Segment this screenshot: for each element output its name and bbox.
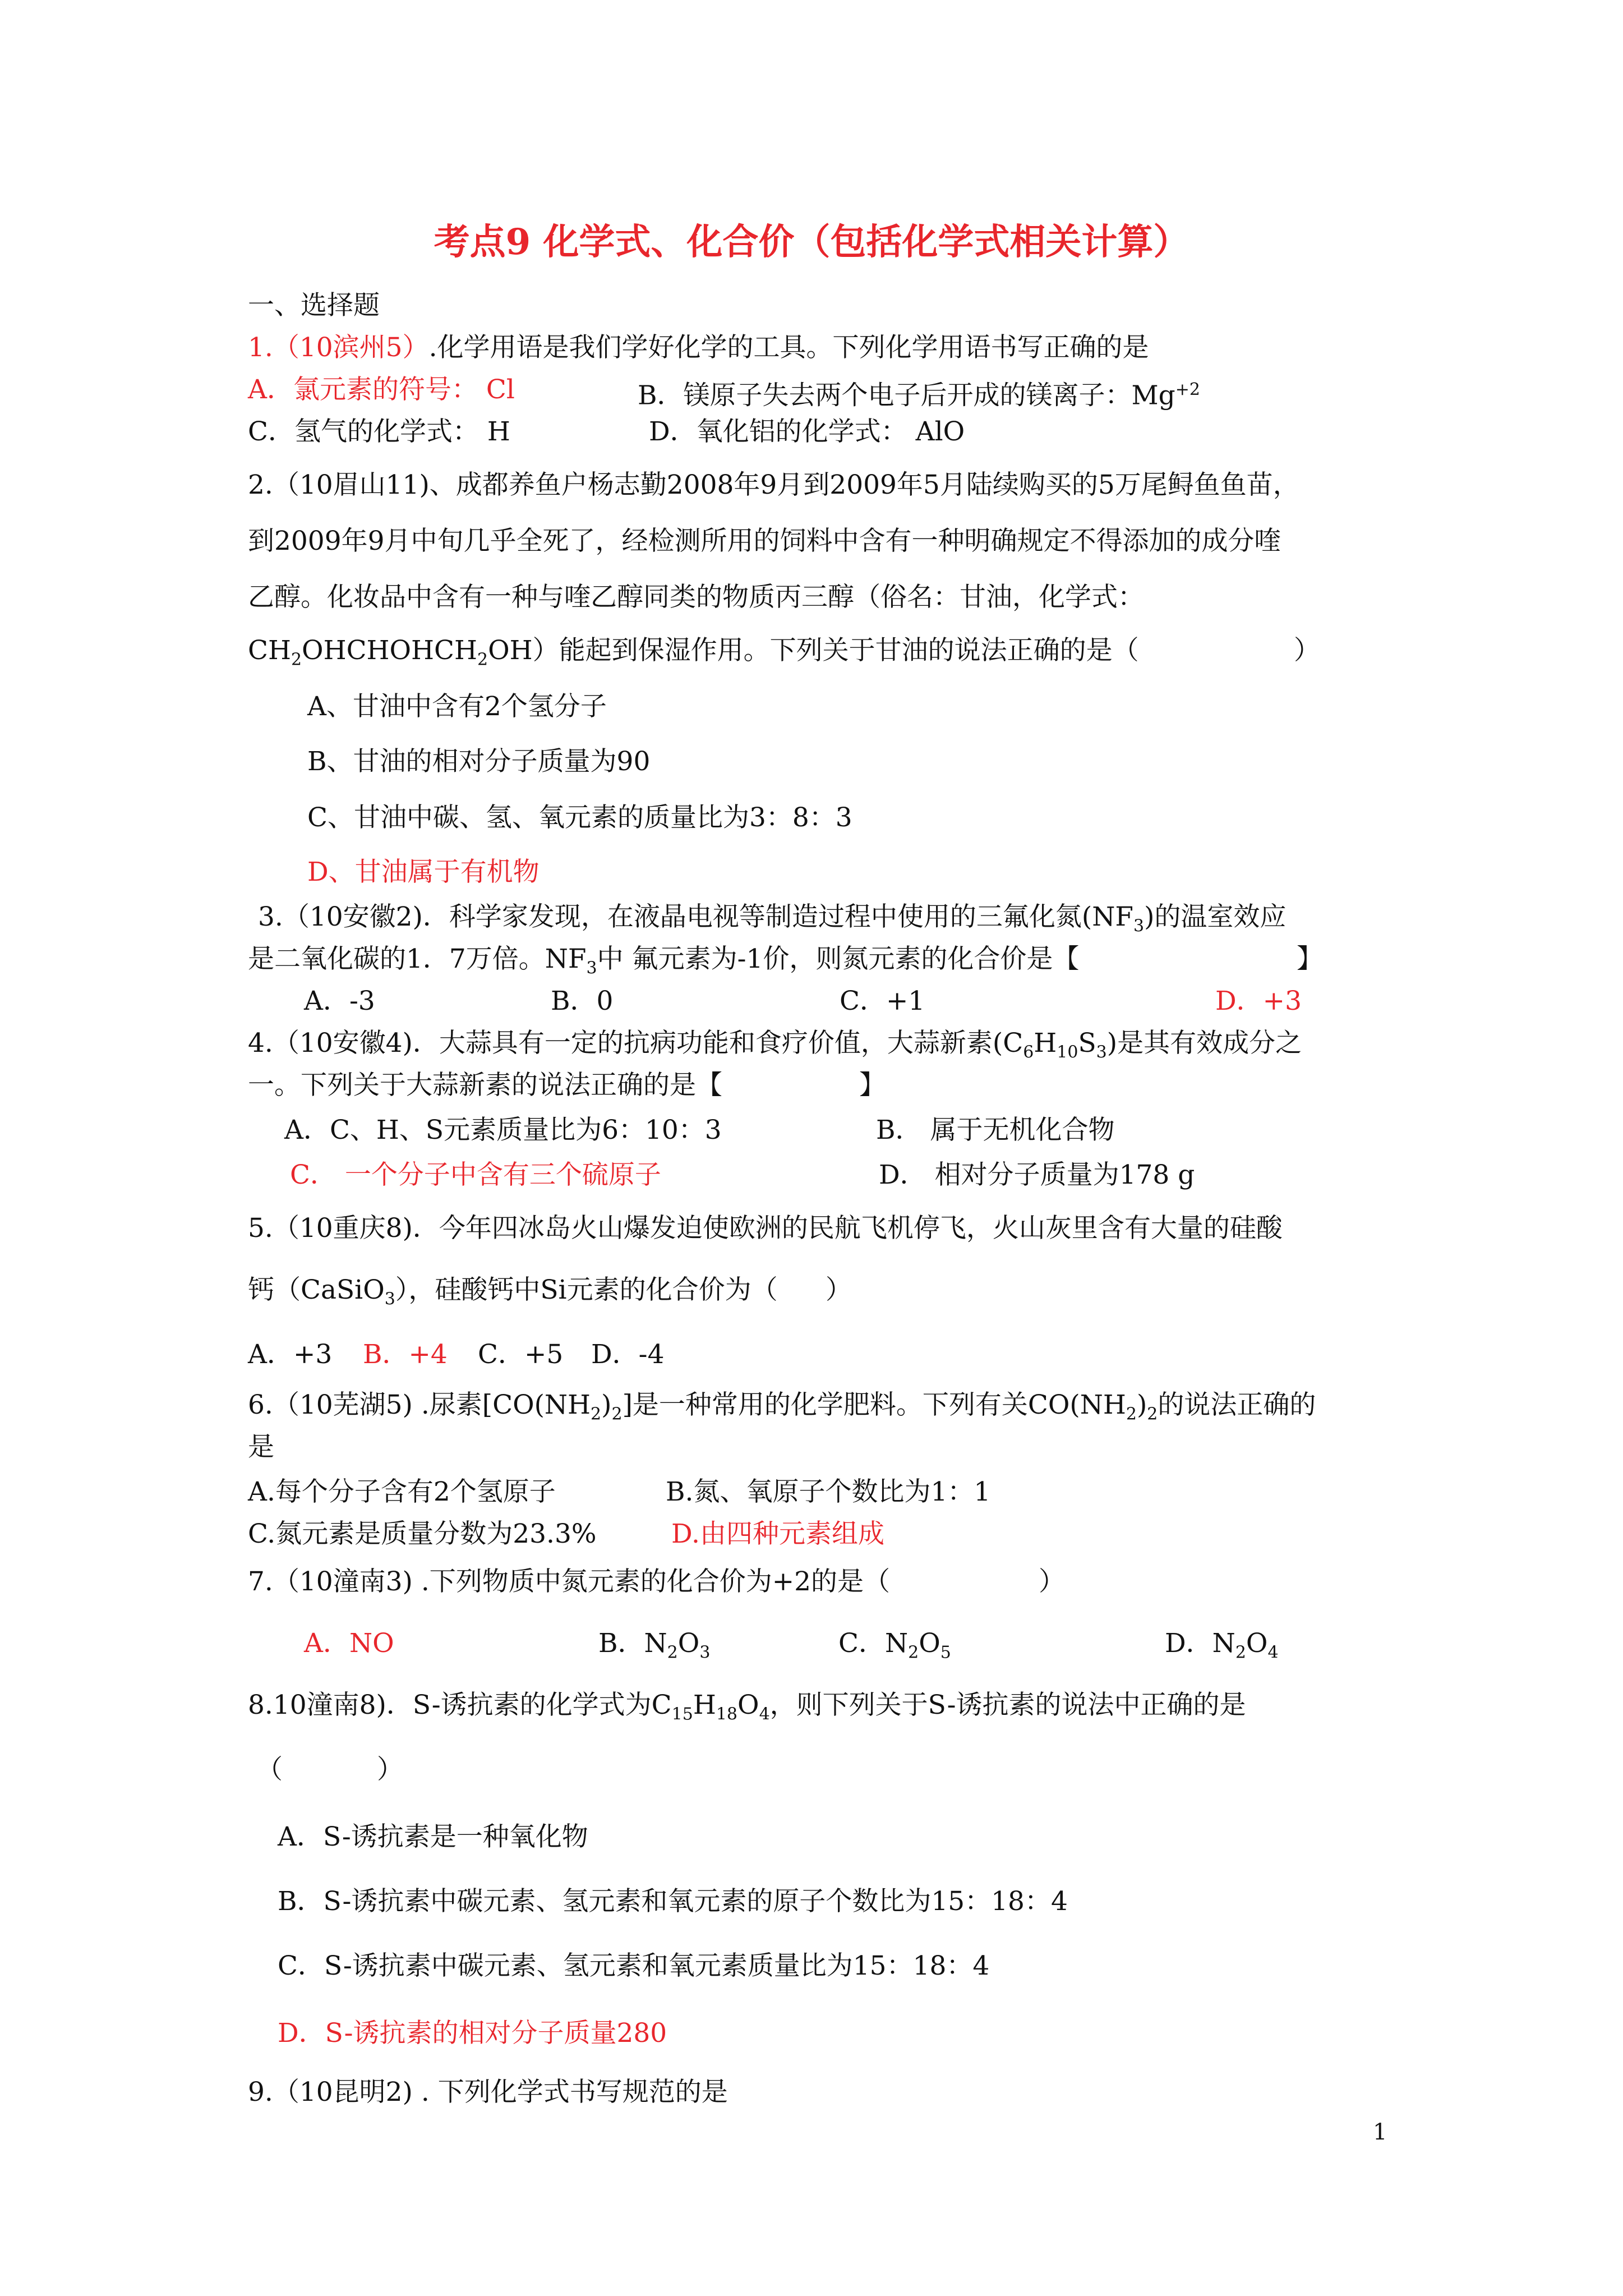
q5-option-a: A．+3 — [248, 1339, 333, 1370]
q5-option-c: C．+5 — [478, 1339, 564, 1370]
q7-line-1: 7.（10潼南3) .下列物质中氮元素的化合价为+2的是（ ） — [248, 1566, 1065, 1597]
q8-line-1: 8.10潼南8)．S-诱抗素的化学式为$C_{15}H_{18}O_4$，则下列关于S-诱抗素的说法中正确的是 — [248, 1690, 1246, 1724]
q5-line-2: 钙（CaSiO$_3$），硅酸钙中Si元素的化合价为（ ） — [248, 1274, 852, 1309]
q4-option-b: B． 属于无机化合物 — [876, 1115, 1115, 1145]
q6-line-1: 6.（10芜湖5) .尿素$[CO(NH_2)_2]$是一种常用的化学肥料。下列有关$CO(NH_2)_2$的说法正确的 — [248, 1389, 1316, 1424]
q8-option-a: A．S-诱抗素是一种氧化物 — [278, 1821, 588, 1852]
q5-line-1: 5.（10重庆8)．今年四冰岛火山爆发迫使欧洲的民航飞机停飞，火山灰里含有大量的硅酸 — [248, 1213, 1283, 1244]
q1-stem-text: .化学用语是我们学好化学的工具。下列化学用语书写正确的是 — [428, 332, 1149, 363]
q1-source: 1.（10滨州5） — [248, 332, 429, 363]
q7-option-b: B．$N_2O_3$ — [598, 1628, 711, 1663]
q3-option-d: D．+3 — [1215, 986, 1302, 1016]
q6-option-c: C.氮元素是质量分数为23.3% — [248, 1519, 597, 1549]
q3-option-b: B．0 — [551, 986, 614, 1016]
q4-line-2: 一。下列关于大蒜新素的说法正确的是【 】 — [248, 1070, 886, 1101]
q4-option-a: A．C、H、S元素质量比为6：10：3 — [284, 1115, 722, 1145]
document-page: 考点9 化学式、化合价（包括化学式相关计算） 一、选择题 1.（10滨州5）.化学用语是我们学好化学的工具。下列化学用语书写正确的是 A．氯元素的符号： Cl B．镁原子失去两个电子后开成的镁离子：$Mg^{+2}$ C．氢气的化学式： H D．氧化铝的化学式： AlO 2.（10眉山11)、成都养鱼户杨志勤2008年9月到2009年5月陆续购买的5万尾鲟鱼鱼苗， 到2009年9月中旬几乎全死了，经检测所用的饲料中含有一种明确规定不得添加的成分喹 乙醇。化妆品中含有一种与喹乙醇同类的物质丙三醇（俗名：甘油，化学式： $CH_2OHCHOHCH_2OH$）能起到保湿作用。下列关于甘油的说法正确的是（ ） A、甘油中含有2个氢分子 B、甘油的相对分子质量为90 C、甘油中碳、氢、氧元素的质量比为3：8：3 D、甘油属于有机物 3.（10安徽2)．科学家发现，在液晶电视等制造过程中使用的三氟化氮$(NF_3)$的温室效应 是二氧化碳的1．7万倍。$NF_3$中 氟元素为-1价，则氮元素的化合价是【 】 A．-3 B．0 C．+1 D．+3 4.（10安徽4)．大蒜具有一定的抗病功能和食疗价值，大蒜新素$(C_6H_{10}S_3)$是其有效成分之 一。下列关于大蒜新素的说法正确的是【 】 A．C、H、S元素质量比为6：10：3 B． 属于无机化合物 C． 一个分子中含有三个硫原子 D． 相对分子质量为178 g 5.（10重庆8)．今年四冰岛火山爆发迫使欧洲的民航飞机停飞，火山灰里含有大量的硅酸 钙（CaSiO$_3$），硅酸钙中Si元素的化合价为（ ） A．+3 B．+4 C．+5 D．-4 6.（10芜湖5) .尿素$[CO(NH_2)_2]$是一种常用的化学肥料。下列有关$CO(NH_2)_2$的说法正确的 是 A.每个分子含有2个氢原子 B.氮、氧原子个数比为1：1 C.氮元素是质量分数为23.3% D.由四种元素组成 7.（10潼南3) .下列物质中氮元素的化合价为+2的是（ ） A．NO B．$N_2O_3$ C．$N_2O_5$ D．$N_2O_4$ 8.10潼南8)．S-诱抗素的化学式为$C_{15}H_{18}O_4$，则下列关于S-诱抗素的说法中正确的是 （ ） A．S-诱抗素是一种氧化物 B．S-诱抗素中碳元素、氢元素和氧元素的原子个数比为15：18：4 C．S-诱抗素中碳元素、氢元素和氧元素质量比为15：18：4 D．S-诱抗素的相对分子质量280 9.（10昆明2) . 下列化学式书写规范的是 1 — [0, 0, 1623, 2296]
q7-option-a: A．NO — [304, 1628, 394, 1659]
q5-option-d: D．-4 — [591, 1339, 665, 1370]
q3-option-a: A．-3 — [304, 986, 375, 1016]
q1-option-a: A．氯元素的符号： Cl — [248, 374, 515, 405]
page-number: 1 — [1373, 2119, 1387, 2145]
q2-line-4: $CH_2OHCHOHCH_2OH$）能起到保湿作用。下列关于甘油的说法正确的是（ ） — [248, 635, 1320, 670]
q2-line-2: 到2009年9月中旬几乎全死了，经检测所用的饲料中含有一种明确规定不得添加的成分喹 — [248, 526, 1281, 556]
q6-option-b: B.氮、氧原子个数比为1：1 — [666, 1476, 991, 1507]
page-title: 考点9 化学式、化合价（包括化学式相关计算） — [434, 221, 1189, 263]
q1-stem — [248, 331, 1398, 365]
q6-line-2: 是 — [248, 1432, 274, 1462]
q4-option-c: C． 一个分子中含有三个硫原子 — [290, 1159, 661, 1190]
q7-option-d: D．$N_2O_4$ — [1165, 1628, 1279, 1663]
q3-option-c: C．+1 — [840, 986, 925, 1016]
q2-option-a: A、甘油中含有2个氢分子 — [307, 691, 607, 722]
q6-option-d: D.由四种元素组成 — [671, 1519, 884, 1549]
q2-option-c: C、甘油中碳、氢、氧元素的质量比为3：8：3 — [307, 802, 852, 833]
q1-option-c: C．氢气的化学式： H — [248, 416, 510, 447]
q8-option-c: C．S-诱抗素中碳元素、氢元素和氧元素质量比为15：18：4 — [278, 1950, 990, 1981]
q7-option-c: C．$N_2O_5$ — [838, 1628, 951, 1663]
q3-line-2: 是二氧化碳的1．7万倍。$NF_3$中 氟元素为-1价，则氮元素的化合价是【 】 — [248, 944, 1323, 978]
q4-option-d: D． 相对分子质量为178 g — [879, 1159, 1195, 1190]
q5-option-b: B．+4 — [363, 1339, 448, 1370]
q4-line-1: 4.（10安徽4)．大蒜具有一定的抗病功能和食疗价值，大蒜新素$(C_6H_{10}S_3)$是其有效成分之 — [248, 1028, 1302, 1062]
q8-option-d: D．S-诱抗素的相对分子质量280 — [278, 2018, 667, 2049]
q1-option-d: D．氧化铝的化学式： AlO — [649, 416, 965, 447]
section-heading: 一、选择题 — [248, 290, 380, 321]
q3-line-1: 3.（10安徽2)．科学家发现，在液晶电视等制造过程中使用的三氟化氮$(NF_3)$的温室效应 — [258, 901, 1287, 936]
q2-option-d: D、甘油属于有机物 — [307, 857, 540, 887]
q2-line-1: 2.（10眉山11)、成都养鱼户杨志勤2008年9月到2009年5月陆续购买的5万尾鲟鱼鱼苗， — [248, 470, 1299, 500]
q2-option-b: B、甘油的相对分子质量为90 — [307, 746, 651, 777]
q6-option-a: A.每个分子含有2个氢原子 — [248, 1476, 556, 1507]
q8-option-b: B．S-诱抗素中碳元素、氢元素和氧元素的原子个数比为15：18：4 — [278, 1886, 1068, 1917]
q9-line-1: 9.（10昆明2) . 下列化学式书写规范的是 — [248, 2077, 728, 2108]
q1-option-b: B．镁原子失去两个电子后开成的镁离子：$Mg^{+2}$ — [638, 380, 1200, 411]
q2-line-3: 乙醇。化妆品中含有一种与喹乙醇同类的物质丙三醇（俗名：甘油，化学式： — [248, 582, 1144, 613]
